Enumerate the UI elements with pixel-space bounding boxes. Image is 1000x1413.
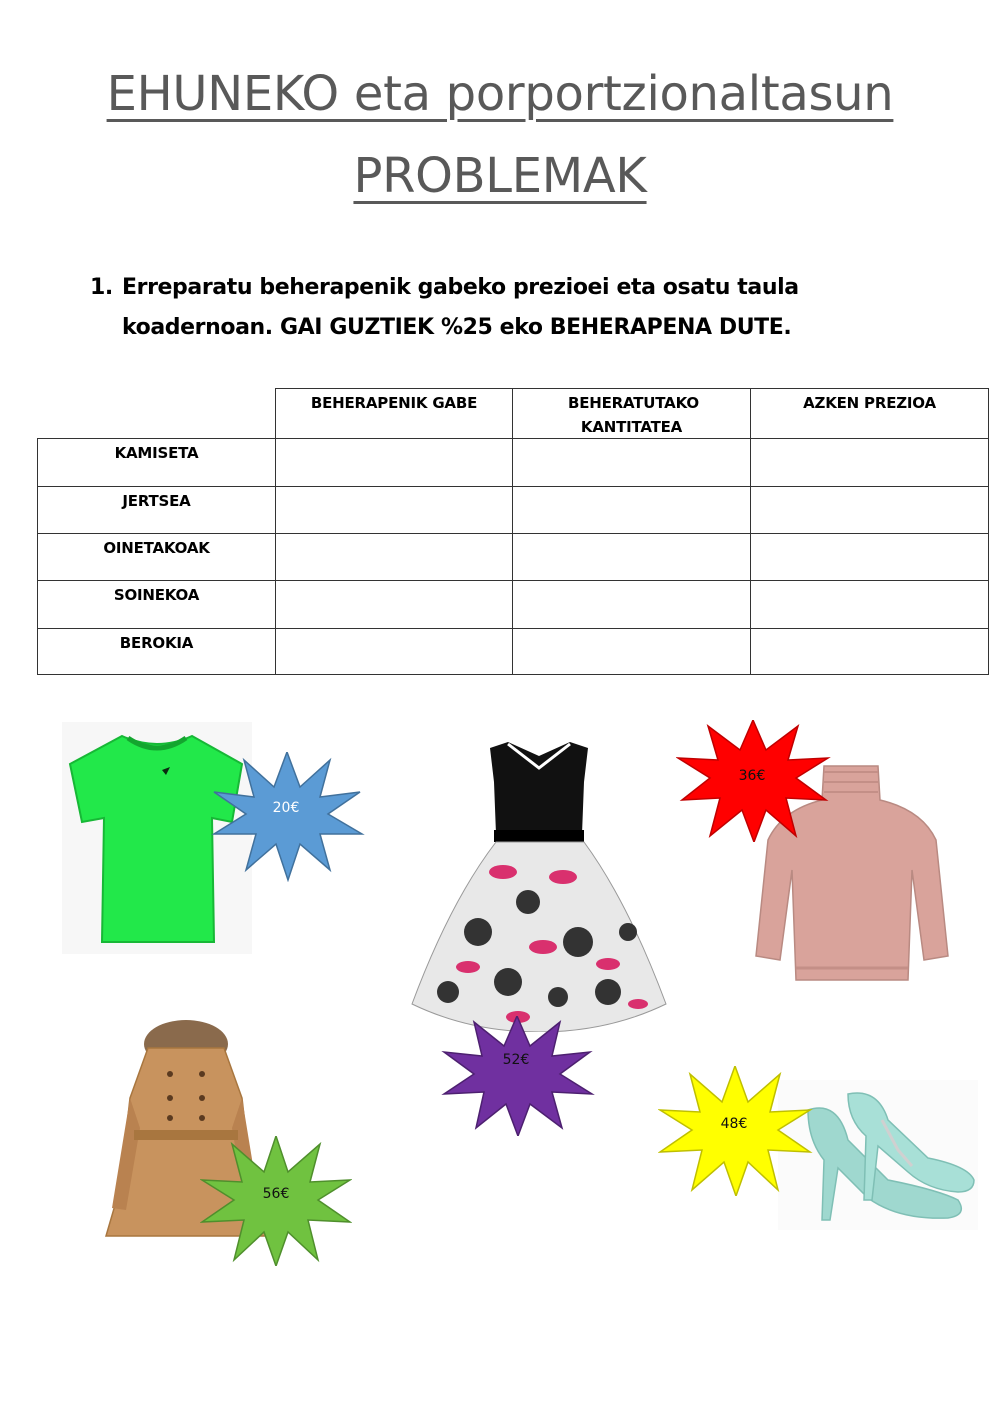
table-cell-soinekoa-azken-prezioa[interactable] (750, 580, 989, 629)
page-title-line-2: PROBLEMAK (353, 148, 647, 204)
table-cell-berokia-azken-prezioa[interactable] (750, 628, 989, 675)
price-shoes: 48€ (720, 1116, 748, 1132)
table-row-label-soinekoa: SOINEKOA (37, 580, 276, 629)
exercise-number: 1. (90, 275, 113, 300)
dress-image (408, 742, 670, 1032)
table-cell-jertsea-beherapenik-gabe[interactable] (275, 486, 513, 534)
table-cell-soinekoa-beherapenik-gabe[interactable] (275, 580, 513, 629)
instruction-line-2: koadernoan. GAI GUZTIEK %25 eko BEHERAPENA DUTE. (122, 315, 792, 340)
table-cell-oinetakoak-azken-prezioa[interactable] (750, 533, 989, 581)
price-tag-dress (440, 1016, 595, 1136)
exercise-instruction (90, 268, 890, 348)
table-cell-jertsea-kantitatea[interactable] (512, 486, 751, 534)
table-cell-jertsea-azken-prezioa[interactable] (750, 486, 989, 534)
table-cell-kamiseta-azken-prezioa[interactable] (750, 438, 989, 487)
table-cell-oinetakoak-beherapenik-gabe[interactable] (275, 533, 513, 581)
table-header-azken-prezioa: AZKEN PREZIOA (750, 388, 989, 439)
table-cell-soinekoa-kantitatea[interactable] (512, 580, 751, 629)
price-dress: 52€ (502, 1052, 530, 1068)
table-header-beheratutako-kantitatea: BEHERATUTAKO KANTITATEA (512, 388, 751, 439)
table-cell-kamiseta-kantitatea[interactable] (512, 438, 751, 487)
table-cell-berokia-beherapenik-gabe[interactable] (275, 628, 513, 675)
table-cell-berokia-kantitatea[interactable] (512, 628, 751, 675)
table-row-label-oinetakoak: OINETAKOAK (37, 533, 276, 581)
price-tag-tshirt (210, 752, 365, 882)
price-tshirt: 20€ (272, 800, 300, 816)
table-row-label-berokia: BEROKIA (37, 628, 276, 675)
instruction-line-1: Erreparatu beherapenik gabeko prezioei eta osatu taula (122, 275, 799, 300)
price-coat: 56€ (262, 1186, 290, 1202)
table-header-beherapenik-gabe: BEHERAPENIK GABE (275, 388, 513, 439)
page-title-line-1: EHUNEKO eta porportzionaltasun (106, 66, 894, 122)
table-row-label-jertsea: JERTSEA (37, 486, 276, 534)
table-cell-oinetakoak-kantitatea[interactable] (512, 533, 751, 581)
table-row-label-kamiseta: KAMISETA (37, 438, 276, 487)
price-sweater: 36€ (738, 768, 766, 784)
table-cell-kamiseta-beherapenik-gabe[interactable] (275, 438, 513, 487)
